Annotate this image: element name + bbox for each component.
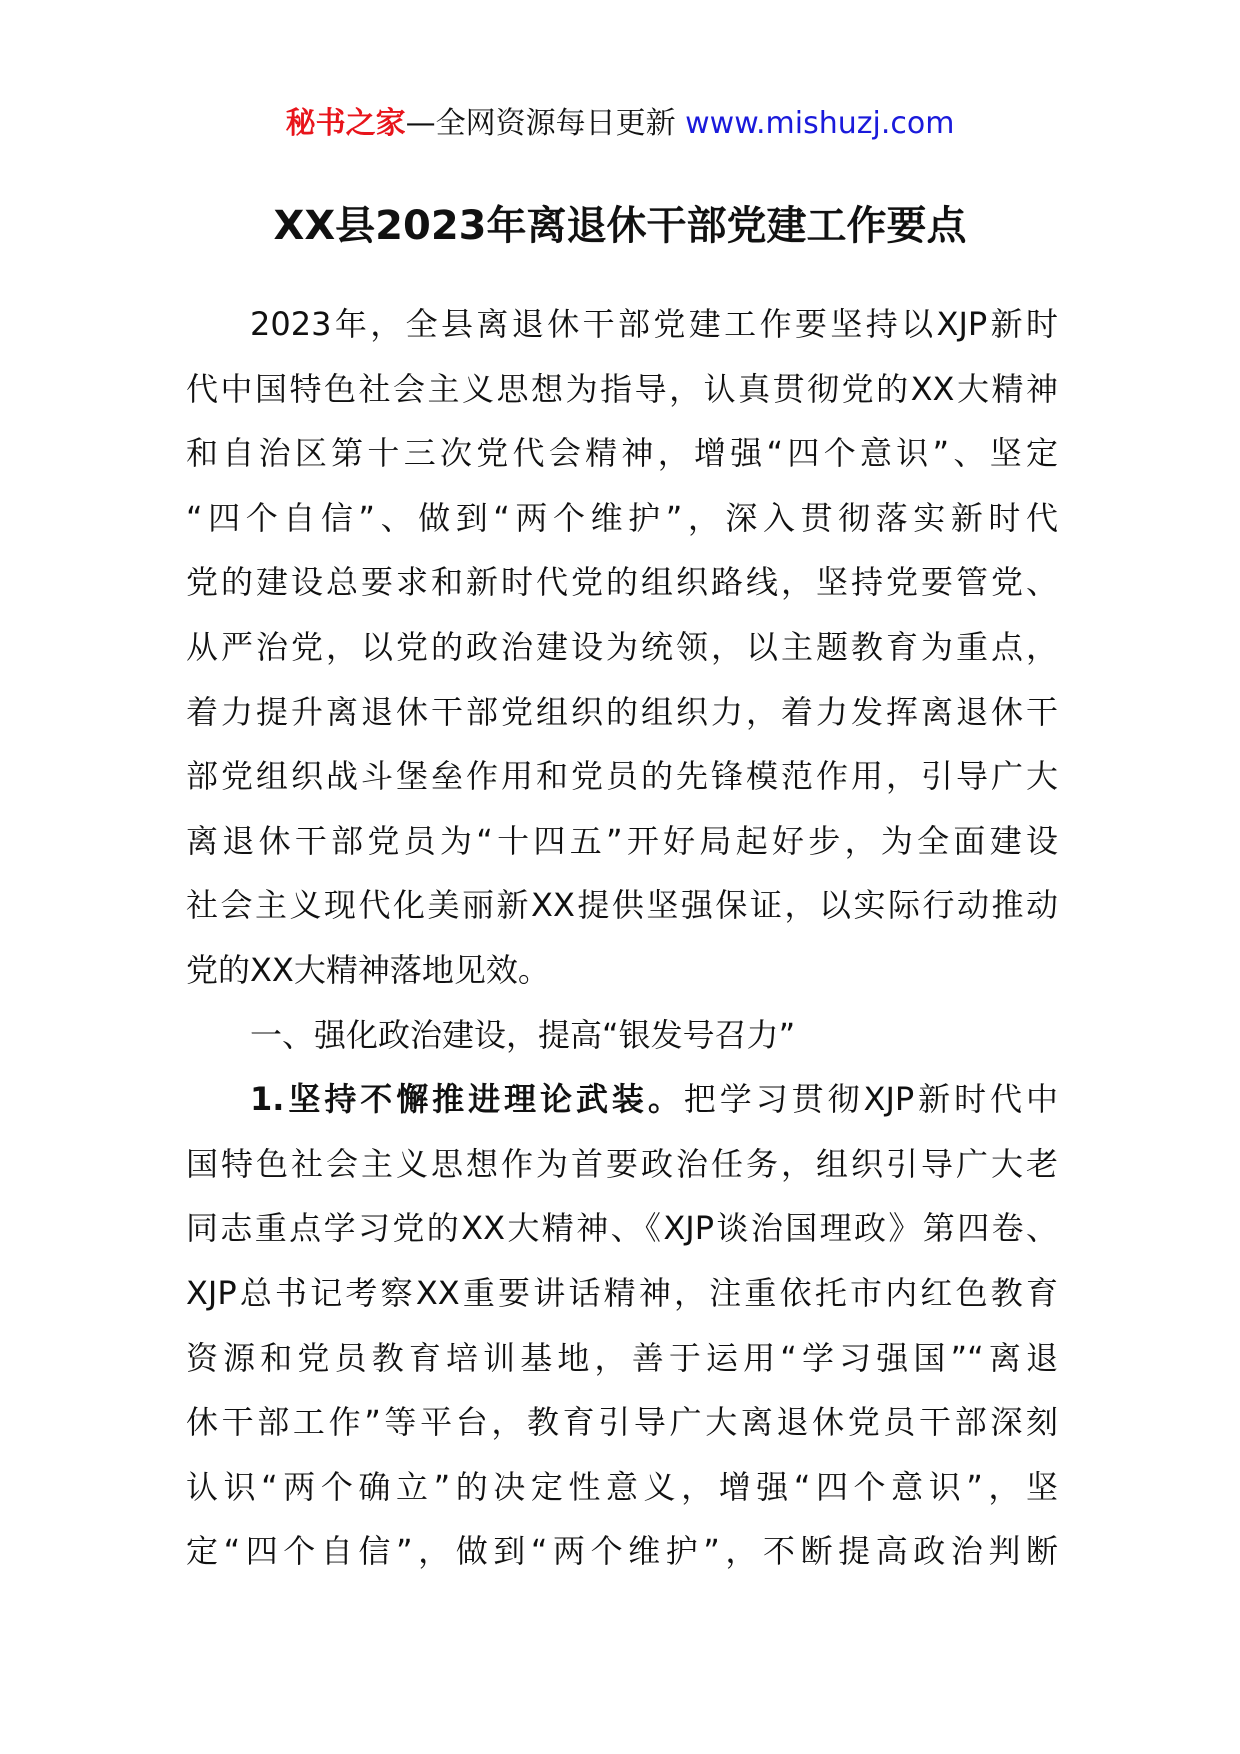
site-url-link[interactable]: www.mishuzj.com	[685, 106, 955, 141]
site-tagline: —全网资源每日更新	[405, 106, 676, 141]
body-line: 和自治区第十三次党代会精神，增强“四个意识”、坚定	[186, 434, 1058, 473]
body-line: 着力提升离退休干部党组织的组织力，着力发挥离退休干	[186, 692, 1058, 731]
section-heading: 一、强化政治建设，提高“银发号召力”	[250, 1015, 796, 1054]
body-line: 休干部工作”等平台，教育引导广大离退休党员干部深刻	[186, 1403, 1058, 1442]
document-title: XX县2023年离退休干部党建工作要点	[273, 203, 967, 249]
body-line: 离退休干部党员为“十四五”开好局起好步，为全面建设	[186, 821, 1058, 860]
body-line: 定“四个自信”，做到“两个维护”，不断提高政治判断	[186, 1532, 1058, 1571]
site-brand: 秘书之家	[285, 106, 406, 141]
subsection-first-line	[186, 1067, 1058, 1132]
body-line: 同志重点学习党的XX大精神、《XJP谈治国理政》第四卷、	[186, 1209, 1058, 1248]
body-line: 部党组织战斗堡垒作用和党员的先锋模范作用，引导广大	[186, 757, 1058, 796]
document-body	[186, 292, 1058, 1584]
body-line: 社会主义现代化美丽新XX提供坚强保证，以实际行动推动	[186, 886, 1058, 925]
body-line: 2023年，全县离退休干部党建工作要坚持以XJP新时	[250, 305, 1058, 343]
body-line: “四个自信”、做到“两个维护”，深入贯彻落实新时代	[186, 498, 1058, 537]
body-line: 资源和党员教育培训基地，善于运用“学习强国”“离退	[186, 1338, 1058, 1377]
body-line: 国特色社会主义思想作为首要政治任务，组织引导广大老	[186, 1144, 1058, 1183]
body-line: 党的建设总要求和新时代党的组织路线，坚持党要管党、	[186, 563, 1058, 602]
body-line: 认识“两个确立”的决定性意义，增强“四个意识”，坚	[186, 1467, 1058, 1506]
subsection-lead-text: 把学习贯彻XJP新时代中	[683, 1080, 1058, 1119]
subsection-heading: 1.坚持不懈推进理论武装。	[250, 1080, 684, 1119]
site-header	[0, 104, 1240, 144]
body-line: 代中国特色社会主义思想为指导，认真贯彻党的XX大精神	[186, 369, 1058, 408]
body-line: 党的XX大精神落地见效。	[186, 950, 550, 989]
body-line: 从严治党，以党的政治建设为统领，以主题教育为重点，	[186, 627, 1058, 666]
body-line: XJP总书记考察XX重要讲话精神，注重依托市内红色教育	[186, 1273, 1058, 1312]
